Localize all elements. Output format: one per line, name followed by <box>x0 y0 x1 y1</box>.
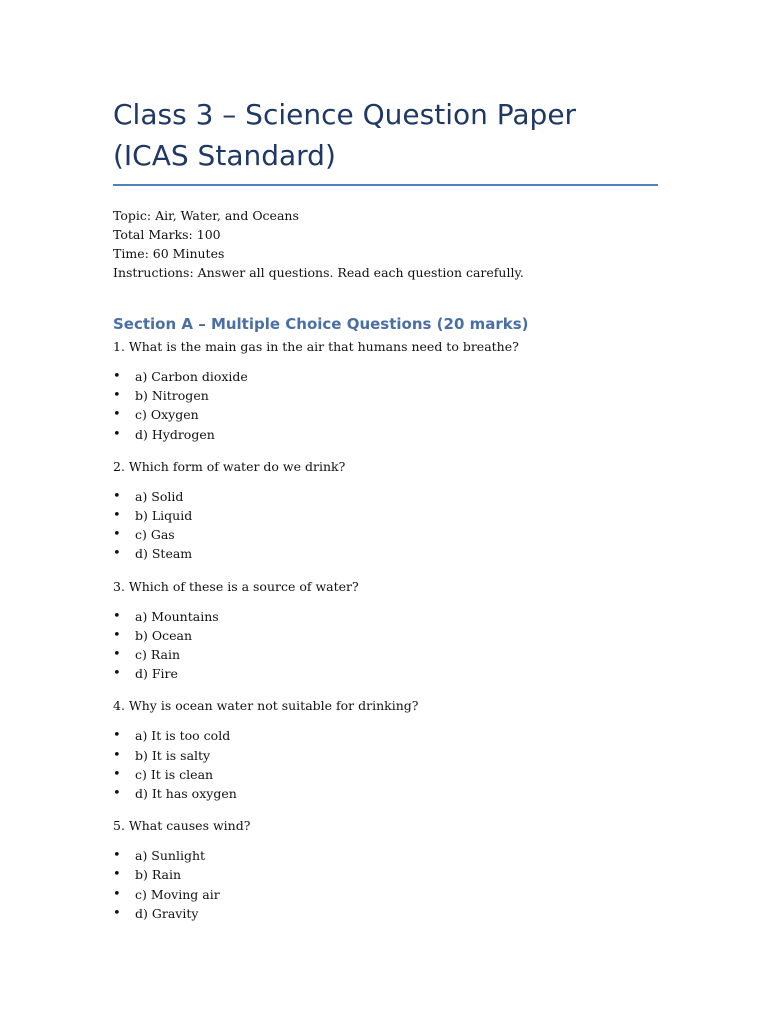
option-label: b) Liquid <box>135 508 193 524</box>
option-label: a) Carbon dioxide <box>135 369 248 384</box>
option-item <box>113 885 658 904</box>
bullet-icon: • <box>113 608 121 624</box>
option-label: c) Gas <box>135 527 175 543</box>
option-label: a) Solid <box>135 488 184 504</box>
bullet-icon: • <box>113 905 121 921</box>
option-label: d) It has oxygen <box>135 786 237 802</box>
question-4 <box>113 696 658 803</box>
option-item <box>113 765 658 784</box>
option-label: b) Ocean <box>135 627 193 643</box>
bullet-icon: • <box>113 666 121 682</box>
option-item <box>113 626 658 645</box>
question-text: 1. What is the main gas in the air that humans need to breathe? <box>113 339 519 354</box>
bullet-icon: • <box>113 867 121 883</box>
section-a-heading: Section A – Multiple Choice Questions (20 marks) <box>113 315 529 333</box>
bullet-icon: • <box>113 647 121 663</box>
bullet-icon: • <box>113 488 121 504</box>
option-item <box>113 645 658 664</box>
option-item <box>113 386 658 405</box>
instructions-line: Instructions: Answer all questions. Read each question carefully. <box>113 265 524 280</box>
option-label: c) Oxygen <box>135 407 199 423</box>
bullet-icon: • <box>113 747 121 763</box>
bullet-icon: • <box>113 886 121 902</box>
bullet-icon: • <box>113 786 121 802</box>
option-item <box>113 846 658 865</box>
option-label: a) Mountains <box>135 608 219 624</box>
option-item <box>113 904 658 923</box>
bullet-icon: • <box>113 848 121 864</box>
bullet-icon: • <box>113 527 121 543</box>
option-item <box>113 405 658 424</box>
bullet-icon: • <box>113 728 121 744</box>
option-label: c) Rain <box>135 647 181 663</box>
bullet-icon: • <box>113 627 121 643</box>
option-list <box>113 846 658 923</box>
total-marks-line: Total Marks: 100 <box>113 227 221 242</box>
question-3 <box>113 577 658 684</box>
question-list <box>113 337 658 923</box>
time-line: Time: 60 Minutes <box>113 246 225 261</box>
document-page <box>113 0 658 923</box>
question-2 <box>113 457 658 564</box>
question-1 <box>113 337 658 444</box>
document-title: Class 3 – Science Question Paper (ICAS Standard) <box>113 0 658 186</box>
topic-line: Topic: Air, Water, and Oceans <box>113 208 299 223</box>
option-label: d) Gravity <box>135 905 199 921</box>
option-list <box>113 487 658 564</box>
bullet-icon: • <box>113 388 121 404</box>
option-label: d) Steam <box>135 546 193 562</box>
option-item <box>113 865 658 884</box>
option-label: b) Nitrogen <box>135 388 209 404</box>
option-list <box>113 367 658 444</box>
option-item <box>113 544 658 563</box>
bullet-icon: • <box>113 546 121 562</box>
option-item <box>113 506 658 525</box>
bullet-icon: • <box>113 369 121 384</box>
paper-details <box>113 206 658 282</box>
option-label: c) Moving air <box>135 886 220 902</box>
option-label: d) Fire <box>135 666 178 682</box>
question-5 <box>113 816 658 923</box>
question-text: 2. Which form of water do we drink? <box>113 458 346 474</box>
bullet-icon: • <box>113 407 121 423</box>
bullet-icon: • <box>113 426 121 442</box>
question-text: 3. Which of these is a source of water? <box>113 578 359 594</box>
option-list <box>113 607 658 684</box>
option-item <box>113 726 658 745</box>
question-text: 4. Why is ocean water not suitable for drinking? <box>113 698 419 714</box>
option-label: c) It is clean <box>135 766 214 782</box>
bullet-icon: • <box>113 766 121 782</box>
option-item <box>113 487 658 506</box>
option-item <box>113 664 658 683</box>
question-text: 5. What causes wind? <box>113 818 251 834</box>
option-label: b) Rain <box>135 867 182 883</box>
option-item <box>113 525 658 544</box>
option-item <box>113 746 658 765</box>
option-item <box>113 607 658 626</box>
option-list <box>113 726 658 803</box>
option-label: b) It is salty <box>135 747 211 763</box>
option-label: d) Hydrogen <box>135 426 215 442</box>
option-item <box>113 425 658 444</box>
bullet-icon: • <box>113 508 121 524</box>
option-item <box>113 367 658 386</box>
option-label: a) Sunlight <box>135 848 206 864</box>
option-item <box>113 784 658 803</box>
option-label: a) It is too cold <box>135 728 231 744</box>
